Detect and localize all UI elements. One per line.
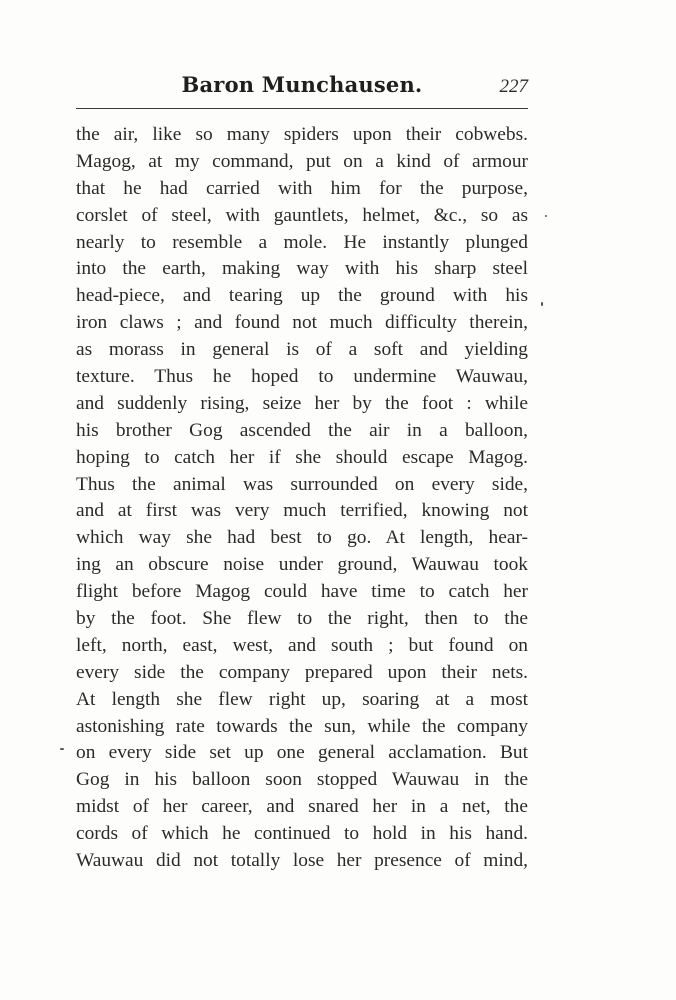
- text-line: midst of her career, and snared her in a net, the: [76, 796, 528, 818]
- text-line: into the earth, making way with his sharp steel: [76, 258, 528, 280]
- page-number: 227: [499, 76, 528, 97]
- text-line: corslet of steel, with gauntlets, helmet, &c., so as: [76, 204, 528, 226]
- text-line: as morass in general is of a soft and yielding: [76, 339, 528, 361]
- header-rule: [76, 108, 528, 109]
- text-line: on every side set up one general acclamation. But: [76, 742, 528, 764]
- paper-speck: [60, 748, 64, 750]
- text-line: nearly to resemble a mole. He instantly plunged: [76, 231, 528, 253]
- text-line: iron claws ; and found not much difficulty therein,: [76, 312, 528, 334]
- text-line: his brother Gog ascended the air in a balloon,: [76, 419, 528, 441]
- text-line: that he had carried with him for the purpose,: [76, 177, 528, 199]
- text-line: ing an obscure noise under ground, Wauwau took: [76, 554, 528, 576]
- text-line: cords of which he continued to hold in his hand.: [76, 823, 528, 845]
- text-line: by the foot. She flew to the right, then to the: [76, 608, 528, 630]
- running-head: [76, 72, 528, 106]
- text-line: head-piece, and tearing up the ground with his: [76, 285, 528, 307]
- text-line: flight before Magog could have time to catch her: [76, 581, 528, 603]
- body-text: [76, 122, 528, 875]
- text-line: texture. Thus he hoped to undermine Wauwau,: [76, 366, 528, 388]
- text-line: Wauwau did not totally lose her presence of mind,: [76, 850, 528, 872]
- running-head-title: Baron Munchausen.: [181, 72, 423, 97]
- paper-speck: [545, 215, 547, 217]
- text-line: left, north, east, west, and south ; but found on: [76, 634, 528, 656]
- paper-speck: [541, 302, 543, 306]
- text-line: and suddenly rising, seize her by the foot : while: [76, 392, 528, 414]
- text-line: astonishing rate towards the sun, while the company: [76, 715, 528, 737]
- text-line: hoping to catch her if she should escape Magog.: [76, 446, 528, 468]
- text-line: and at first was very much terrified, knowing not: [76, 500, 528, 522]
- text-line: Magog, at my command, put on a kind of armour: [76, 150, 528, 172]
- text-line: Thus the animal was surrounded on every side,: [76, 473, 528, 495]
- text-line: the air, like so many spiders upon their cobwebs.: [76, 124, 528, 145]
- text-line: At length she flew right up, soaring at a most: [76, 688, 528, 710]
- text-line: every side the company prepared upon their nets.: [76, 661, 528, 683]
- text-line: which way she had best to go. At length, hear-: [76, 527, 528, 549]
- text-line: Gog in his balloon soon stopped Wauwau in the: [76, 769, 528, 791]
